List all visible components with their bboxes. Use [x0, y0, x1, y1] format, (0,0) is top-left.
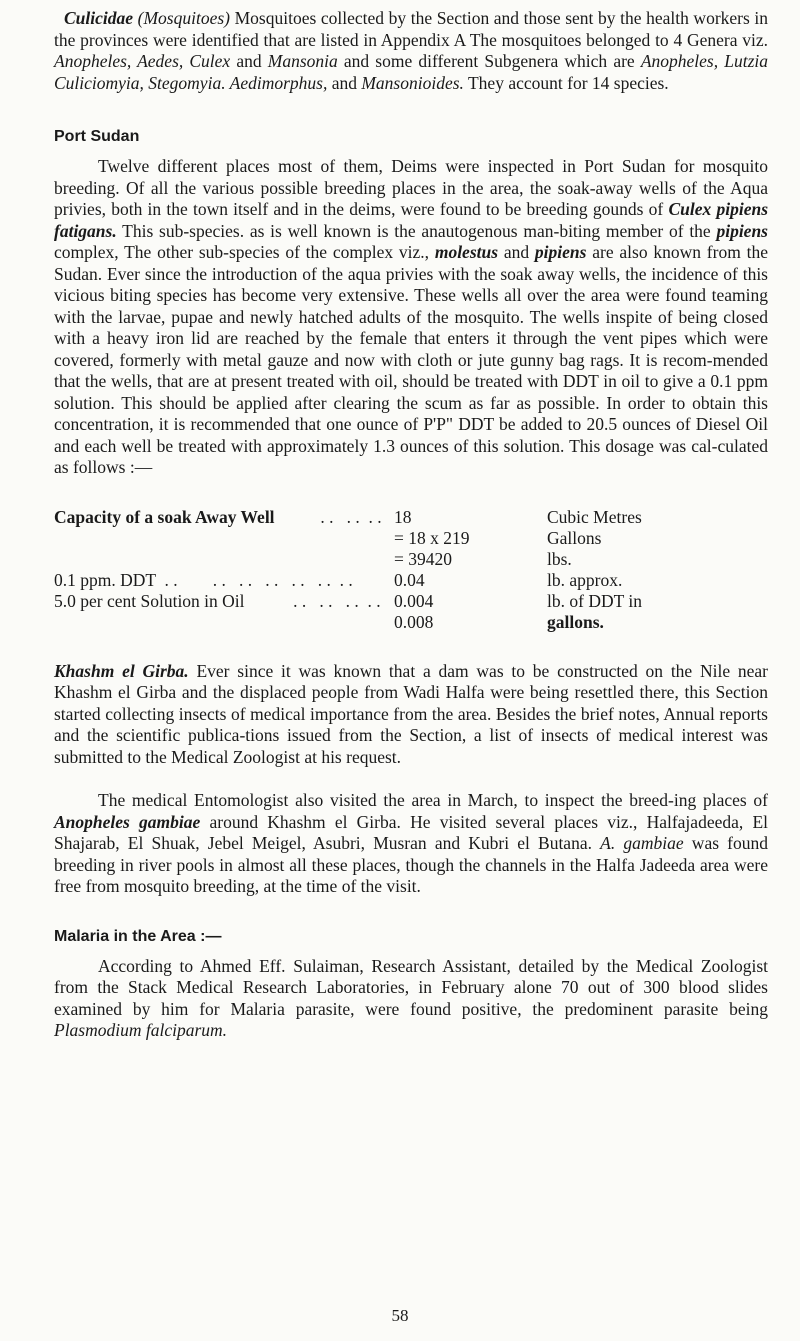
page-number: 58	[391, 1306, 409, 1325]
port-sudan-heading: Port Sudan	[54, 128, 140, 145]
dosage-calculation: Capacity of a soak Away Well . . . . . . 18 Cubic Metres = 18 x 219 Gallons = 39420 lbs. 0.1 ppm. DDT . . . . . . . . . . . . . . 0.04 lb. approx. 5.0 per cent Solution in Oil . . . . . . . . 0.004 lb. of DDT in 0.008 gallons.	[54, 506, 642, 632]
culicidae-heading: Culicidae	[64, 8, 134, 28]
document-page	[54, 8, 768, 1042]
malaria-heading: Malaria in the Area :—	[54, 927, 222, 945]
entomologist-paragraph: The medical Entomologist also visited the area in March, to inspect the breed-ing places of Anopheles gambiae around Khashm el Girba. He visited several places viz., Halfajadeeda, El Shajarab, El Shuak, Jebel Meigel, Asubri, Musran and Kubri el Butana. A. gambiae was found breeding in river pools in almost all these places, though the channels in the Halfa Jadeeda area were free from mosquito breeding, at the time of the visit.	[54, 790, 769, 896]
khashm-heading: Khashm el Girba.	[54, 660, 189, 681]
intro-paragraph: Culicidae (Mosquitoes) Mosquitoes collected by the Section and those sent by the health workers in the provinces were identified that are listed in Appendix A The mosquitoes belonged to 4 Genera viz. Anopheles, Aedes, Culex and Mansonia and some different Subgenera which are Anopheles, Lutzia Culiciomyia, Stegomyia. Aedimorphus, and Mansonioides. They account for 14 species.	[54, 8, 769, 93]
khashm-paragraph: Khashm el Girba. Ever since it was known that a dam was to be constructed on the Nile near Khashm el Girba and the displaced people from Wadi Halfa were being resettled there, this Section started collecting insects of medical importance from the area. Besides the brief notes, Annual reports and the scientific publica-tions issued from the Section, a list of insects of medical interest was submitted to the Medical Zoologist at his request.	[54, 660, 768, 767]
malaria-paragraph: According to Ahmed Eff. Sulaiman, Research Assistant, detailed by the Medical Zoologist from the Stack Medical Research Laboratories, in February alone 70 out of 300 blood slides examined by him for Malaria parasite, were found positive, the predominent parasite being Plasmodium falciparum.	[54, 955, 768, 1040]
port-sudan-paragraph: Twelve different places most of them, Deims were inspected in Port Sudan for mosquito breeding. Of all the various possible breeding places in the area, the soak-away wells of the Aqua privies, both in the town itself and in the deims, were found to be breeding gounds of Culex pipiens fatigans. This sub-species. as is well known is the anautogenous man-biting member of the pipiens complex, The other sub-species of the complex viz., molestus and pipiens are also known from the Sudan. Ever since the introduction of the aqua privies with the soak away wells, the incidence of this vicious biting species has become very extensive. These wells all over the area were found teaming with the larvae, pupae and newly hatched adults of the mosquito. The wells inspite of being closed with a heavy iron lid are reached by the female that enters it through the vent pipes which were covered, formerly with metal gauze and now with cloth or jute gunny bag rags. It is recom-mended that the wells, that are at present treated with oil, should be treated with DDT in oil to give a 0.1 ppm solution. This should be applied after clearing the scum as far as possible. In order to obtain this concentration, it is recommended that one ounce of P'P" DDT be added to 20.5 ounces of Diesel Oil and each well be treated with approximately 1.3 ounces of this solution. This dosage was cal-culated as follows :—	[54, 156, 768, 477]
